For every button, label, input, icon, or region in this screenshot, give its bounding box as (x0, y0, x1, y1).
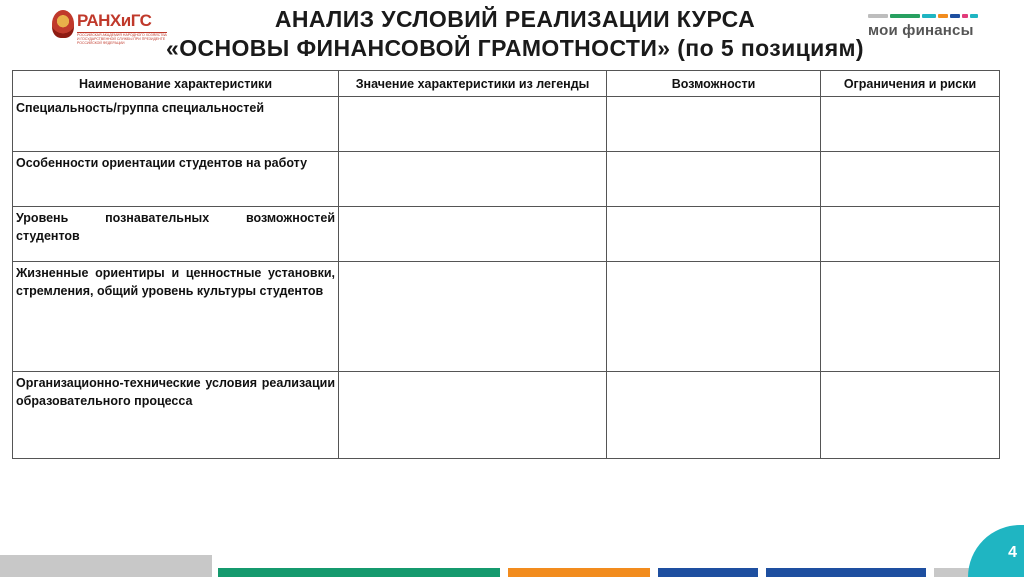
table-cell[interactable] (821, 372, 1000, 459)
table-row (13, 262, 1000, 372)
table-cell[interactable] (339, 372, 607, 459)
header-characteristic-name: Наименование характеристики (13, 71, 339, 97)
ranepa-logo-name: РАНХиГС (77, 11, 152, 30)
logo-bar-2 (890, 14, 920, 18)
footer-bar-blue-1 (658, 568, 758, 577)
header-opportunities: Возможности (607, 71, 821, 97)
logo-bar-1 (868, 14, 888, 18)
header-characteristic-value: Значение характеристики из легенды (339, 71, 607, 97)
footer-bar-green (218, 568, 500, 577)
table-cell[interactable] (607, 262, 821, 372)
footer-bar-gray (0, 555, 212, 577)
table-header-row (13, 71, 1000, 97)
page-number: 4 (1008, 544, 1017, 561)
ranepa-logo-subtitle: РОССИЙСКАЯ АКАДЕМИЯ НАРОДНОГО ХОЗЯЙСТВА И ГОСУДАРСТВЕННОЙ СЛУЖБЫ ПРИ ПРЕЗИДЕНТЕ РОССИЙСКОЙ ФЕДЕРАЦИИ (77, 33, 167, 45)
table-cell[interactable] (607, 97, 821, 152)
table-cell[interactable] (339, 97, 607, 152)
slide-title-line-2: «ОСНОВЫ ФИНАНСОВОЙ ГРАМОТНОСТИ» (по 5 позициям) (166, 35, 864, 61)
row-label: Жизненные ориентиры и ценностные установки, стремления, общий уровень культуры студентов (13, 262, 339, 372)
table-row (13, 152, 1000, 207)
header-limitations-risks: Ограничения и риски (821, 71, 1000, 97)
table-cell[interactable] (339, 152, 607, 207)
table-cell[interactable] (821, 152, 1000, 207)
analysis-table (12, 70, 1000, 459)
logo-bar-3 (922, 14, 936, 18)
row-label: Организационно-технические условия реализации образовательного процесса (13, 372, 339, 459)
moi-finansy-logo (868, 14, 978, 44)
logo-bar-4 (938, 14, 948, 18)
table-cell[interactable] (607, 372, 821, 459)
logo-bar-7 (970, 14, 978, 18)
table-cell[interactable] (821, 207, 1000, 262)
logo-bar-6 (962, 14, 968, 18)
table-cell[interactable] (821, 97, 1000, 152)
slide-title (60, 5, 970, 63)
table-row (13, 207, 1000, 262)
table-cell[interactable] (339, 207, 607, 262)
table-cell[interactable] (339, 262, 607, 372)
row-label: Уровень познавательных возможностей студентов (13, 207, 339, 262)
table-row (13, 372, 1000, 459)
moi-finansy-logo-text: мои финансы (868, 22, 974, 39)
table-row (13, 97, 1000, 152)
logo-bar-5 (950, 14, 960, 18)
table-cell[interactable] (607, 152, 821, 207)
footer-bar-orange (508, 568, 650, 577)
table-cell[interactable] (607, 207, 821, 262)
table-cell[interactable] (821, 262, 1000, 372)
row-label: Особенности ориентации студентов на работу (13, 152, 339, 207)
slide-title-line-1: АНАЛИЗ УСЛОВИЙ РЕАЛИЗАЦИИ КУРСА (274, 6, 756, 32)
row-label: Специальность/группа специальностей (13, 97, 339, 152)
footer-bar-blue-2 (766, 568, 926, 577)
